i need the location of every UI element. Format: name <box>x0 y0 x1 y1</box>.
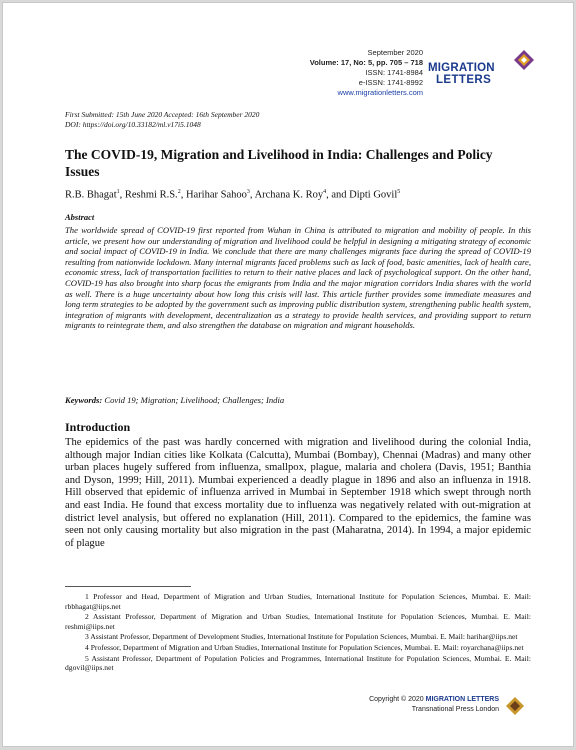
author-affiliation-marker: 2 <box>177 189 181 195</box>
logo-diamond-icon <box>513 49 535 71</box>
journal-url-link[interactable]: www.migrationletters.com <box>337 88 423 97</box>
keywords-list: Covid 19; Migration; Livelihood; Challenges; India <box>104 395 285 405</box>
publisher-logo-icon <box>505 696 525 716</box>
introduction-text: The epidemics of the past was hardly concerned with migration and livelihood during the colonial India, although major Indian cities like Kolkata (Calcutta), Mumbai (Bombay), Chennai (Madras) and many other urban places hugely suffered from influenza, smallpox, plague, malaria and cholera (Davis, 1951; Banthia and Dyson, 1999; Hill, 2011). Mumbai experienced a deadly plague in 1896 and also an influenza in 1918. Hill observed that epidemic of influenza arrived in Mumbai in September 1918 which swept through north and east India. He found that excess mortality due to influenza was negatively related with out-migration at district level analysis, but offered no explanation (Hill, 2011). Compared to the epidemics, the famine was seen not only causing mortality but also migration in the past (Maharatna, 2014). In 1994, a major epidemic of plague <box>65 437 531 549</box>
footnote-1: 1 Professor and Head, Department of Migration and Urban Studies, International Institute for Population Sciences, Mumbai. E. Mail: rbbhagat@iips.net <box>65 592 531 611</box>
keywords <box>65 395 284 405</box>
introduction-heading: Introduction <box>65 420 131 434</box>
footnote-3: 3 Assistant Professor, Department of Development Studies, International Institute for Population Sciences, Mumbai. E. Mail: harihar@iips.net <box>85 632 518 642</box>
author-name: R.B. Bhagat <box>65 189 117 201</box>
author-affiliation-marker: 3 <box>246 189 250 195</box>
logo-word-migration: MIGRATION <box>428 62 495 74</box>
submission-info <box>65 110 259 129</box>
paper-page <box>2 2 574 747</box>
author-affiliation-marker: 4 <box>323 189 327 195</box>
logo-word-letters: LETTERS <box>436 74 492 86</box>
keywords-label: Keywords: <box>65 395 103 405</box>
journal-header <box>293 48 423 98</box>
footnote-5: 5 Assistant Professor, Department of Population Policies and Programmes, International Institute for Population Sciences, Mumbai. E. Mail: dgovil@iips.net <box>65 653 531 673</box>
volume-info: Volume: 17, No: 5, pp. 705 – 718 <box>309 58 423 67</box>
footnotes <box>65 592 531 674</box>
eissn: e-ISSN: 1741-8992 <box>358 78 423 87</box>
page-footer <box>303 695 499 715</box>
author-affiliation-marker: 5 <box>397 189 401 195</box>
submission-dates: First Submitted: 15th June 2020 Accepted: 16th September 2020 <box>65 110 260 119</box>
author-name: Reshmi R.S. <box>124 189 178 201</box>
copyright: Copyright © 2020 MIGRATION LETTERS <box>369 696 499 703</box>
doi[interactable]: DOI: https://doi.org/10.33182/ml.v17i5.1048 <box>65 119 201 129</box>
issn: ISSN: 1741-8984 <box>365 68 423 77</box>
abstract-text: The worldwide spread of COVID-19 first reported from Wuhan in China is attributed to migration and mobility of people. In this article, we present how our understanding of migration and livelihood could be helpful in designing a mitigating strategy of economic and social impact of COVID-19 in India. We conclude that there are many challenges migrants face during the spread of COVID-19 resulting from nationwide lockdown. Many internal migrants faced problems such as lack of food, basic amenities, lack of health care, economic stress, lack of transportation facilities to return to their native places and lack of psychological support. On the other hand, COVID-19 has also brought into sharp focus the emigrants from India and the major migration corridors India shares with the world as well. There is a huge uncertainty about how long this crisis will last. This article further provides some immediate measures and long term strategies to be adopted by the government such as improving public distribution system, strengthening public health system, integration of migrants with development, decentralization as a strategy to provide health services, and providing support to return migrants to reintegrate them, and also strengthen the database on migration and migrant households. <box>65 225 531 331</box>
author-name: Dipti Govil <box>349 189 398 201</box>
footnote-4: 4 Professor, Department of Migration and Urban Studies, International Institute for Population Sciences, Mumbai. E. Mail: royarchana@iips.net <box>85 642 524 652</box>
author-name: Harihar Sahoo <box>185 189 247 201</box>
paper-title: The COVID-19, Migration and Livelihood in India: Challenges and Policy Issues <box>65 147 493 179</box>
footnote-divider <box>65 586 191 587</box>
issue-date: September 2020 <box>367 48 423 57</box>
abstract-heading: Abstract <box>65 212 95 222</box>
author-name: Archana K. Roy <box>254 189 324 201</box>
journal-logo <box>428 47 538 87</box>
author-affiliation-marker: 1 <box>116 189 120 195</box>
publisher: Transnational Press London <box>411 706 499 713</box>
author-list: R.B. Bhagat$^1$, Reshmi R.S.$^2$, Harihar Sahoo$^3$, Archana K. Roy$^4$, and Dipti Govil$^5$ <box>65 189 401 201</box>
footnote-2: 2 Assistant Professor, Department of Migration and Urban Studies, International Institute for Population Sciences, Mumbai. E. Mail: reshmi@iips.net <box>65 612 531 631</box>
